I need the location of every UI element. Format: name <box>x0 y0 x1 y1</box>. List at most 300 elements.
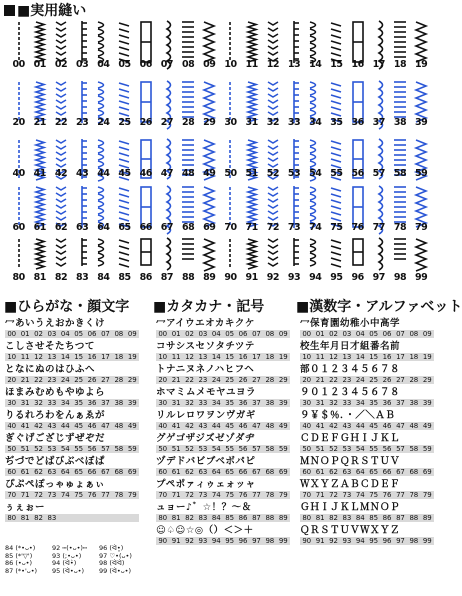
emoticon-row <box>5 568 146 576</box>
stitch-pattern-cell <box>241 80 262 129</box>
stitch-pattern-cell <box>347 237 368 284</box>
stitch-pattern-cell <box>135 237 156 284</box>
char-number: 54 <box>355 445 365 453</box>
stitch-pattern-cell <box>72 20 93 71</box>
stitch-pattern-cell <box>114 138 135 180</box>
char-number: 80 <box>7 514 17 522</box>
stitch-pattern-cell <box>8 185 29 234</box>
stitch-pattern-number: 41 <box>33 168 46 179</box>
char-number: 75 <box>225 491 234 499</box>
char-number: 50 <box>158 445 168 453</box>
char-number-row <box>156 353 290 361</box>
char-row: ほまみむめもやゆよら <box>5 387 106 398</box>
char-number: 28 <box>409 376 419 384</box>
stitch-pattern-number: 92 <box>266 272 279 283</box>
stitch-pattern-number: 31 <box>245 117 258 128</box>
stitch-pattern-cell <box>199 138 220 180</box>
char-number: 42 <box>185 422 194 430</box>
stitch-pattern-cell <box>241 237 262 284</box>
stitch-pattern-number: 00 <box>12 59 25 70</box>
emoticon-item: 85 (*'▽') <box>5 551 33 560</box>
char-number: 77 <box>396 491 405 499</box>
stitch-pattern-number: 72 <box>266 222 279 233</box>
stitch-pattern-cell <box>135 185 156 234</box>
char-number: 03 <box>47 330 57 338</box>
char-number: 65 <box>369 468 378 476</box>
char-number: 43 <box>47 422 57 430</box>
char-number: 87 <box>252 514 261 522</box>
stitch-pattern-cell <box>72 80 93 129</box>
char-number: 20 <box>302 376 312 384</box>
stitch-pattern-number: 25 <box>118 117 131 128</box>
stitch-pattern-icon <box>114 237 135 267</box>
char-number: 10 <box>158 353 168 361</box>
stitch-pattern-cell <box>347 80 368 129</box>
stitch-pattern-cell <box>199 185 220 234</box>
char-row: 冖あいうえおかきくけ <box>5 318 106 329</box>
char-number: 50 <box>302 445 312 453</box>
char-number: 23 <box>342 376 352 384</box>
stitch-pattern-cell <box>8 80 29 129</box>
char-number: 93 <box>342 537 352 545</box>
stitch-pattern-cell <box>411 185 432 234</box>
stitch-pattern-number: 49 <box>203 168 216 179</box>
char-number-row <box>5 399 139 407</box>
char-number: 03 <box>342 330 352 338</box>
char-number: 89 <box>422 514 432 522</box>
stitch-pattern-number: 61 <box>33 222 46 233</box>
char-number: 64 <box>355 468 365 476</box>
char-number: 60 <box>7 468 17 476</box>
char-number: 53 <box>198 445 208 453</box>
stitch-pattern-cell <box>50 138 71 180</box>
char-number: 35 <box>74 399 83 407</box>
char-number: 59 <box>127 445 137 453</box>
emoticon-item: 86 (•ᴗ•) <box>5 559 33 567</box>
char-number: 34 <box>355 399 365 407</box>
char-number: 20 <box>158 376 168 384</box>
char-row: トナニヌネノハヒフヘ <box>156 364 255 375</box>
stitch-pattern-cell <box>156 138 177 180</box>
char-number: 58 <box>114 445 124 453</box>
char-number-row <box>156 376 290 384</box>
char-number: 30 <box>7 399 17 407</box>
stitch-pattern-icon <box>199 20 220 64</box>
stitch-pattern-cell <box>220 20 241 71</box>
stitch-pattern-icon <box>93 237 114 267</box>
stitch-pattern-cell <box>347 138 368 180</box>
stitch-pattern-cell <box>29 237 50 284</box>
stitch-pattern-number: 55 <box>330 168 343 179</box>
char-number: 53 <box>342 445 352 453</box>
char-number: 97 <box>396 537 405 545</box>
char-number-row <box>300 422 434 430</box>
stitch-pattern-cell <box>72 138 93 180</box>
char-number-row <box>156 422 290 430</box>
char-number: 91 <box>171 537 181 545</box>
char-number: 94 <box>211 537 221 545</box>
char-number: 16 <box>382 353 392 361</box>
char-number: 26 <box>382 376 392 384</box>
char-number: 76 <box>238 491 248 499</box>
char-number: 31 <box>315 399 325 407</box>
stitch-pattern-cell <box>220 138 241 180</box>
char-number: 36 <box>382 399 392 407</box>
char-number: 68 <box>265 468 275 476</box>
stitch-pattern-number: 98 <box>393 272 407 283</box>
char-number: 36 <box>87 399 97 407</box>
char-number: 64 <box>60 468 70 476</box>
stitch-pattern-number: 22 <box>54 117 68 128</box>
stitch-pattern-icon <box>368 237 389 267</box>
char-number: 86 <box>382 514 392 522</box>
char-number: 25 <box>74 376 83 384</box>
stitch-pattern-cell <box>135 20 156 71</box>
stitch-pattern-number: 64 <box>97 222 110 233</box>
char-number: 19 <box>278 353 288 361</box>
char-number: 86 <box>238 514 248 522</box>
stitch-pattern-icon <box>283 20 304 64</box>
stitch-pattern-number: 36 <box>351 117 364 128</box>
stitch-pattern-icon <box>72 20 93 64</box>
stitch-pattern-number: 57 <box>372 168 385 179</box>
emoticon-list <box>5 545 146 575</box>
stitch-pattern-number: 07 <box>160 59 174 70</box>
char-number: 07 <box>396 330 405 338</box>
char-number: 63 <box>47 468 57 476</box>
char-number: 82 <box>329 514 338 522</box>
section-title-kanji <box>296 299 462 315</box>
char-number: 63 <box>198 468 208 476</box>
char-number: 47 <box>396 422 405 430</box>
stitch-pattern-cell <box>72 237 93 284</box>
char-number: 47 <box>252 422 261 430</box>
char-number: 67 <box>101 468 110 476</box>
stitch-pattern-cell <box>368 237 389 284</box>
stitch-pattern-cell <box>93 138 114 180</box>
char-number: 14 <box>211 353 221 361</box>
stitch-pattern-cell <box>241 185 262 234</box>
char-row: ホマミムメモヤユヨラ <box>156 387 257 398</box>
char-row: ぎぐげござじずぜぞだ <box>5 433 106 444</box>
char-number: 41 <box>171 422 181 430</box>
stitch-pattern-cell <box>93 237 114 284</box>
stitch-pattern-cell <box>368 80 389 129</box>
char-number-row <box>300 445 434 453</box>
stitch-pattern-icon <box>305 237 326 267</box>
char-number-row <box>5 445 139 453</box>
char-row: ９￥＄％．・／＼ＡＢ <box>300 410 396 421</box>
stitch-pattern-number: 20 <box>12 117 25 128</box>
char-number: 45 <box>369 422 378 430</box>
char-number: 21 <box>315 376 325 384</box>
char-number: 79 <box>422 491 432 499</box>
stitch-pattern-number: 81 <box>33 272 46 283</box>
stitch-pattern-cell <box>8 138 29 180</box>
char-number: 68 <box>114 468 124 476</box>
stitch-pattern-cell <box>29 138 50 180</box>
stitch-pattern-cell <box>411 80 432 129</box>
char-number: 81 <box>315 514 325 522</box>
char-number: 49 <box>422 422 432 430</box>
char-number: 48 <box>409 422 419 430</box>
stitch-pattern-icon <box>283 237 304 267</box>
stitch-pattern-number: 93 <box>287 272 301 283</box>
char-number: 42 <box>329 422 338 430</box>
stitch-pattern-icon <box>50 237 71 267</box>
stitch-pattern-cell <box>326 237 347 284</box>
stitch-pattern-cell <box>283 80 304 129</box>
char-number: 42 <box>34 422 43 430</box>
char-row: プペポァィゥェォッャ <box>156 479 256 490</box>
stitch-pattern-number: 96 <box>351 272 364 283</box>
char-number: 56 <box>238 445 248 453</box>
char-number: 69 <box>127 468 137 476</box>
char-number: 05 <box>369 330 378 338</box>
char-number: 96 <box>382 537 392 545</box>
char-number: 56 <box>382 445 392 453</box>
stitch-pattern-cell <box>72 185 93 234</box>
char-number: 61 <box>20 468 30 476</box>
stitch-pattern-cell <box>178 80 199 129</box>
char-number: 16 <box>87 353 97 361</box>
stitch-pattern-number: 62 <box>54 222 68 233</box>
stitch-pattern-cell <box>156 20 177 71</box>
char-row: ＱＲＳＴＵＶＷＸＹＺ <box>300 525 401 536</box>
stitch-pattern-number: 71 <box>245 222 258 233</box>
stitch-pattern-cell <box>93 185 114 234</box>
char-number: 43 <box>342 422 352 430</box>
stitch-pattern-number: 59 <box>415 168 428 179</box>
stitch-pattern-cell <box>326 185 347 234</box>
char-number-row <box>300 491 434 499</box>
char-number: 74 <box>211 491 221 499</box>
stitch-pattern-number: 53 <box>287 168 301 179</box>
stitch-pattern-number: 05 <box>118 59 131 70</box>
char-row: グゲゴザジズゼゾダヂ <box>156 433 256 444</box>
stitch-pattern-cell <box>262 185 283 234</box>
stitch-pattern-icon <box>156 20 177 64</box>
stitch-pattern-cell <box>368 20 389 71</box>
char-number: 36 <box>238 399 248 407</box>
char-row: 冖保育園幼稚小中高学 <box>300 318 401 329</box>
char-number: 30 <box>158 399 168 407</box>
stitch-pattern-icon <box>93 20 114 64</box>
stitch-pattern-number: 23 <box>76 117 89 128</box>
section-title-kanji-text: ■漢数字・アルファベット <box>296 299 462 315</box>
stitch-pattern-cell <box>114 80 135 129</box>
stitch-pattern-number: 17 <box>372 59 385 70</box>
char-number: 74 <box>355 491 365 499</box>
char-number: 20 <box>7 376 17 384</box>
stitch-pattern-number: 44 <box>97 168 110 179</box>
stitch-pattern-number: 13 <box>287 59 301 70</box>
stitch-pattern-cell <box>389 20 410 71</box>
stitch-pattern-number: 03 <box>76 59 89 70</box>
stitch-pattern-icon <box>29 237 50 267</box>
char-number: 35 <box>225 399 234 407</box>
stitch-pattern-cell <box>389 185 410 234</box>
stitch-pattern-icon <box>199 237 220 267</box>
char-number: 08 <box>409 330 419 338</box>
char-row: ぅぇぉー <box>5 502 46 513</box>
katakana-grid <box>156 318 290 548</box>
stitch-pattern-icon <box>368 20 389 64</box>
stitch-pattern-icon <box>347 20 368 64</box>
square-bullet-icon <box>4 5 15 16</box>
stitch-pattern-cell <box>305 80 326 129</box>
char-row: 部０１２３４５６７８ <box>300 364 401 375</box>
stitch-pattern-cell <box>50 237 71 284</box>
stitch-pattern-number: 45 <box>118 168 131 179</box>
char-number: 32 <box>34 399 43 407</box>
char-number: 77 <box>252 491 261 499</box>
char-number: 05 <box>225 330 234 338</box>
stitch-pattern-icon <box>411 237 432 267</box>
char-number: 04 <box>60 330 70 338</box>
char-number: 14 <box>60 353 70 361</box>
stitch-pattern-cell <box>241 20 262 71</box>
char-number: 48 <box>114 422 124 430</box>
char-number-row <box>5 514 139 522</box>
char-number: 10 <box>7 353 17 361</box>
char-number: 51 <box>315 445 325 453</box>
stitch-pattern-cell <box>93 80 114 129</box>
char-number: 96 <box>238 537 248 545</box>
char-row: ュョー♪゛☆！？～＆ <box>156 502 252 513</box>
char-number: 71 <box>20 491 30 499</box>
char-number: 95 <box>369 537 378 545</box>
char-number: 31 <box>171 399 181 407</box>
char-number-row <box>156 399 290 407</box>
char-number: 64 <box>211 468 221 476</box>
stitch-pattern-cell <box>262 138 283 180</box>
stitch-pattern-icon <box>326 20 347 64</box>
stitch-pattern-number: 21 <box>33 117 46 128</box>
stitch-pattern-icon <box>241 237 262 267</box>
stitch-pattern-number: 52 <box>266 168 279 179</box>
char-number: 80 <box>302 514 312 522</box>
emoticon-item: 99 (ᐛ•ᴗ•) <box>99 566 132 575</box>
stitch-pattern-number: 77 <box>372 222 385 233</box>
char-number: 48 <box>265 422 275 430</box>
char-number: 51 <box>171 445 181 453</box>
char-number: 28 <box>265 376 275 384</box>
char-number: 99 <box>278 537 288 545</box>
stitch-pattern-number: 78 <box>393 222 407 233</box>
char-number: 26 <box>238 376 248 384</box>
stitch-pattern-cell <box>305 138 326 180</box>
stitch-pattern-cell <box>283 237 304 284</box>
char-number: 27 <box>396 376 405 384</box>
char-number-row <box>156 445 290 453</box>
char-number: 02 <box>329 330 338 338</box>
char-row: 冖アイウエオカキクケ <box>156 318 255 329</box>
char-number: 01 <box>171 330 181 338</box>
stitch-pattern-number: 58 <box>393 168 407 179</box>
char-number: 38 <box>409 399 419 407</box>
char-number-row <box>156 330 290 338</box>
char-number: 52 <box>185 445 194 453</box>
char-number-row <box>300 399 434 407</box>
stitch-pattern-row <box>8 185 432 234</box>
stitch-pattern-cell <box>411 237 432 284</box>
char-number: 72 <box>185 491 194 499</box>
char-number: 12 <box>34 353 43 361</box>
stitch-pattern-cell <box>114 237 135 284</box>
char-number: 23 <box>198 376 208 384</box>
stitch-pattern-icon <box>135 20 156 64</box>
char-number: 16 <box>238 353 248 361</box>
char-number: 04 <box>355 330 365 338</box>
stitch-pattern-cell <box>178 237 199 284</box>
char-number: 19 <box>422 353 432 361</box>
stitch-pattern-number: 24 <box>97 117 110 128</box>
char-number: 65 <box>225 468 234 476</box>
char-number: 77 <box>101 491 110 499</box>
char-number-row <box>300 514 434 522</box>
stitch-pattern-number: 86 <box>139 272 152 283</box>
stitch-pattern-number: 33 <box>287 117 301 128</box>
char-number: 33 <box>342 399 352 407</box>
char-number: 58 <box>409 445 419 453</box>
char-number: 57 <box>252 445 261 453</box>
section-title-katakana-text: ■カタカナ・記号 <box>153 299 265 315</box>
stitch-pattern-cell <box>8 20 29 71</box>
char-number: 49 <box>278 422 288 430</box>
stitch-pattern-icon <box>178 237 199 267</box>
char-number: 13 <box>198 353 208 361</box>
stitch-pattern-number: 69 <box>203 222 216 233</box>
char-number: 90 <box>158 537 168 545</box>
stitch-pattern-number: 14 <box>309 59 322 70</box>
char-number: 06 <box>382 330 392 338</box>
char-number: 59 <box>422 445 432 453</box>
char-number: 58 <box>265 445 275 453</box>
char-number: 39 <box>127 399 137 407</box>
stitch-pattern-number: 94 <box>309 272 322 283</box>
stitch-pattern-icon <box>262 237 283 267</box>
char-number: 43 <box>198 422 208 430</box>
char-number: 39 <box>422 399 432 407</box>
char-number: 52 <box>329 445 338 453</box>
stitch-pattern-number: 82 <box>54 272 68 283</box>
stitch-pattern-cell <box>368 138 389 180</box>
char-number: 12 <box>329 353 338 361</box>
char-number: 10 <box>302 353 312 361</box>
char-number: 90 <box>302 537 312 545</box>
char-row: ＧＨＩＪＫＬＭＮＯＰ <box>300 502 401 513</box>
char-number: 73 <box>47 491 57 499</box>
char-number: 11 <box>171 353 181 361</box>
char-number: 09 <box>127 330 137 338</box>
emoticon-item: 93 (;•ᴗ•) <box>52 551 82 560</box>
char-number: 17 <box>396 353 405 361</box>
char-number: 67 <box>396 468 405 476</box>
stitch-pattern-cell <box>93 20 114 71</box>
char-number: 46 <box>382 422 392 430</box>
char-number: 15 <box>369 353 378 361</box>
char-number: 01 <box>315 330 325 338</box>
stitch-pattern-cell <box>326 80 347 129</box>
stitch-pattern-number: 73 <box>287 222 301 233</box>
char-number: 40 <box>302 422 312 430</box>
char-number: 95 <box>225 537 234 545</box>
stitch-pattern-icon <box>326 237 347 267</box>
char-number: 06 <box>87 330 97 338</box>
char-number: 70 <box>7 491 17 499</box>
char-number: 07 <box>101 330 110 338</box>
